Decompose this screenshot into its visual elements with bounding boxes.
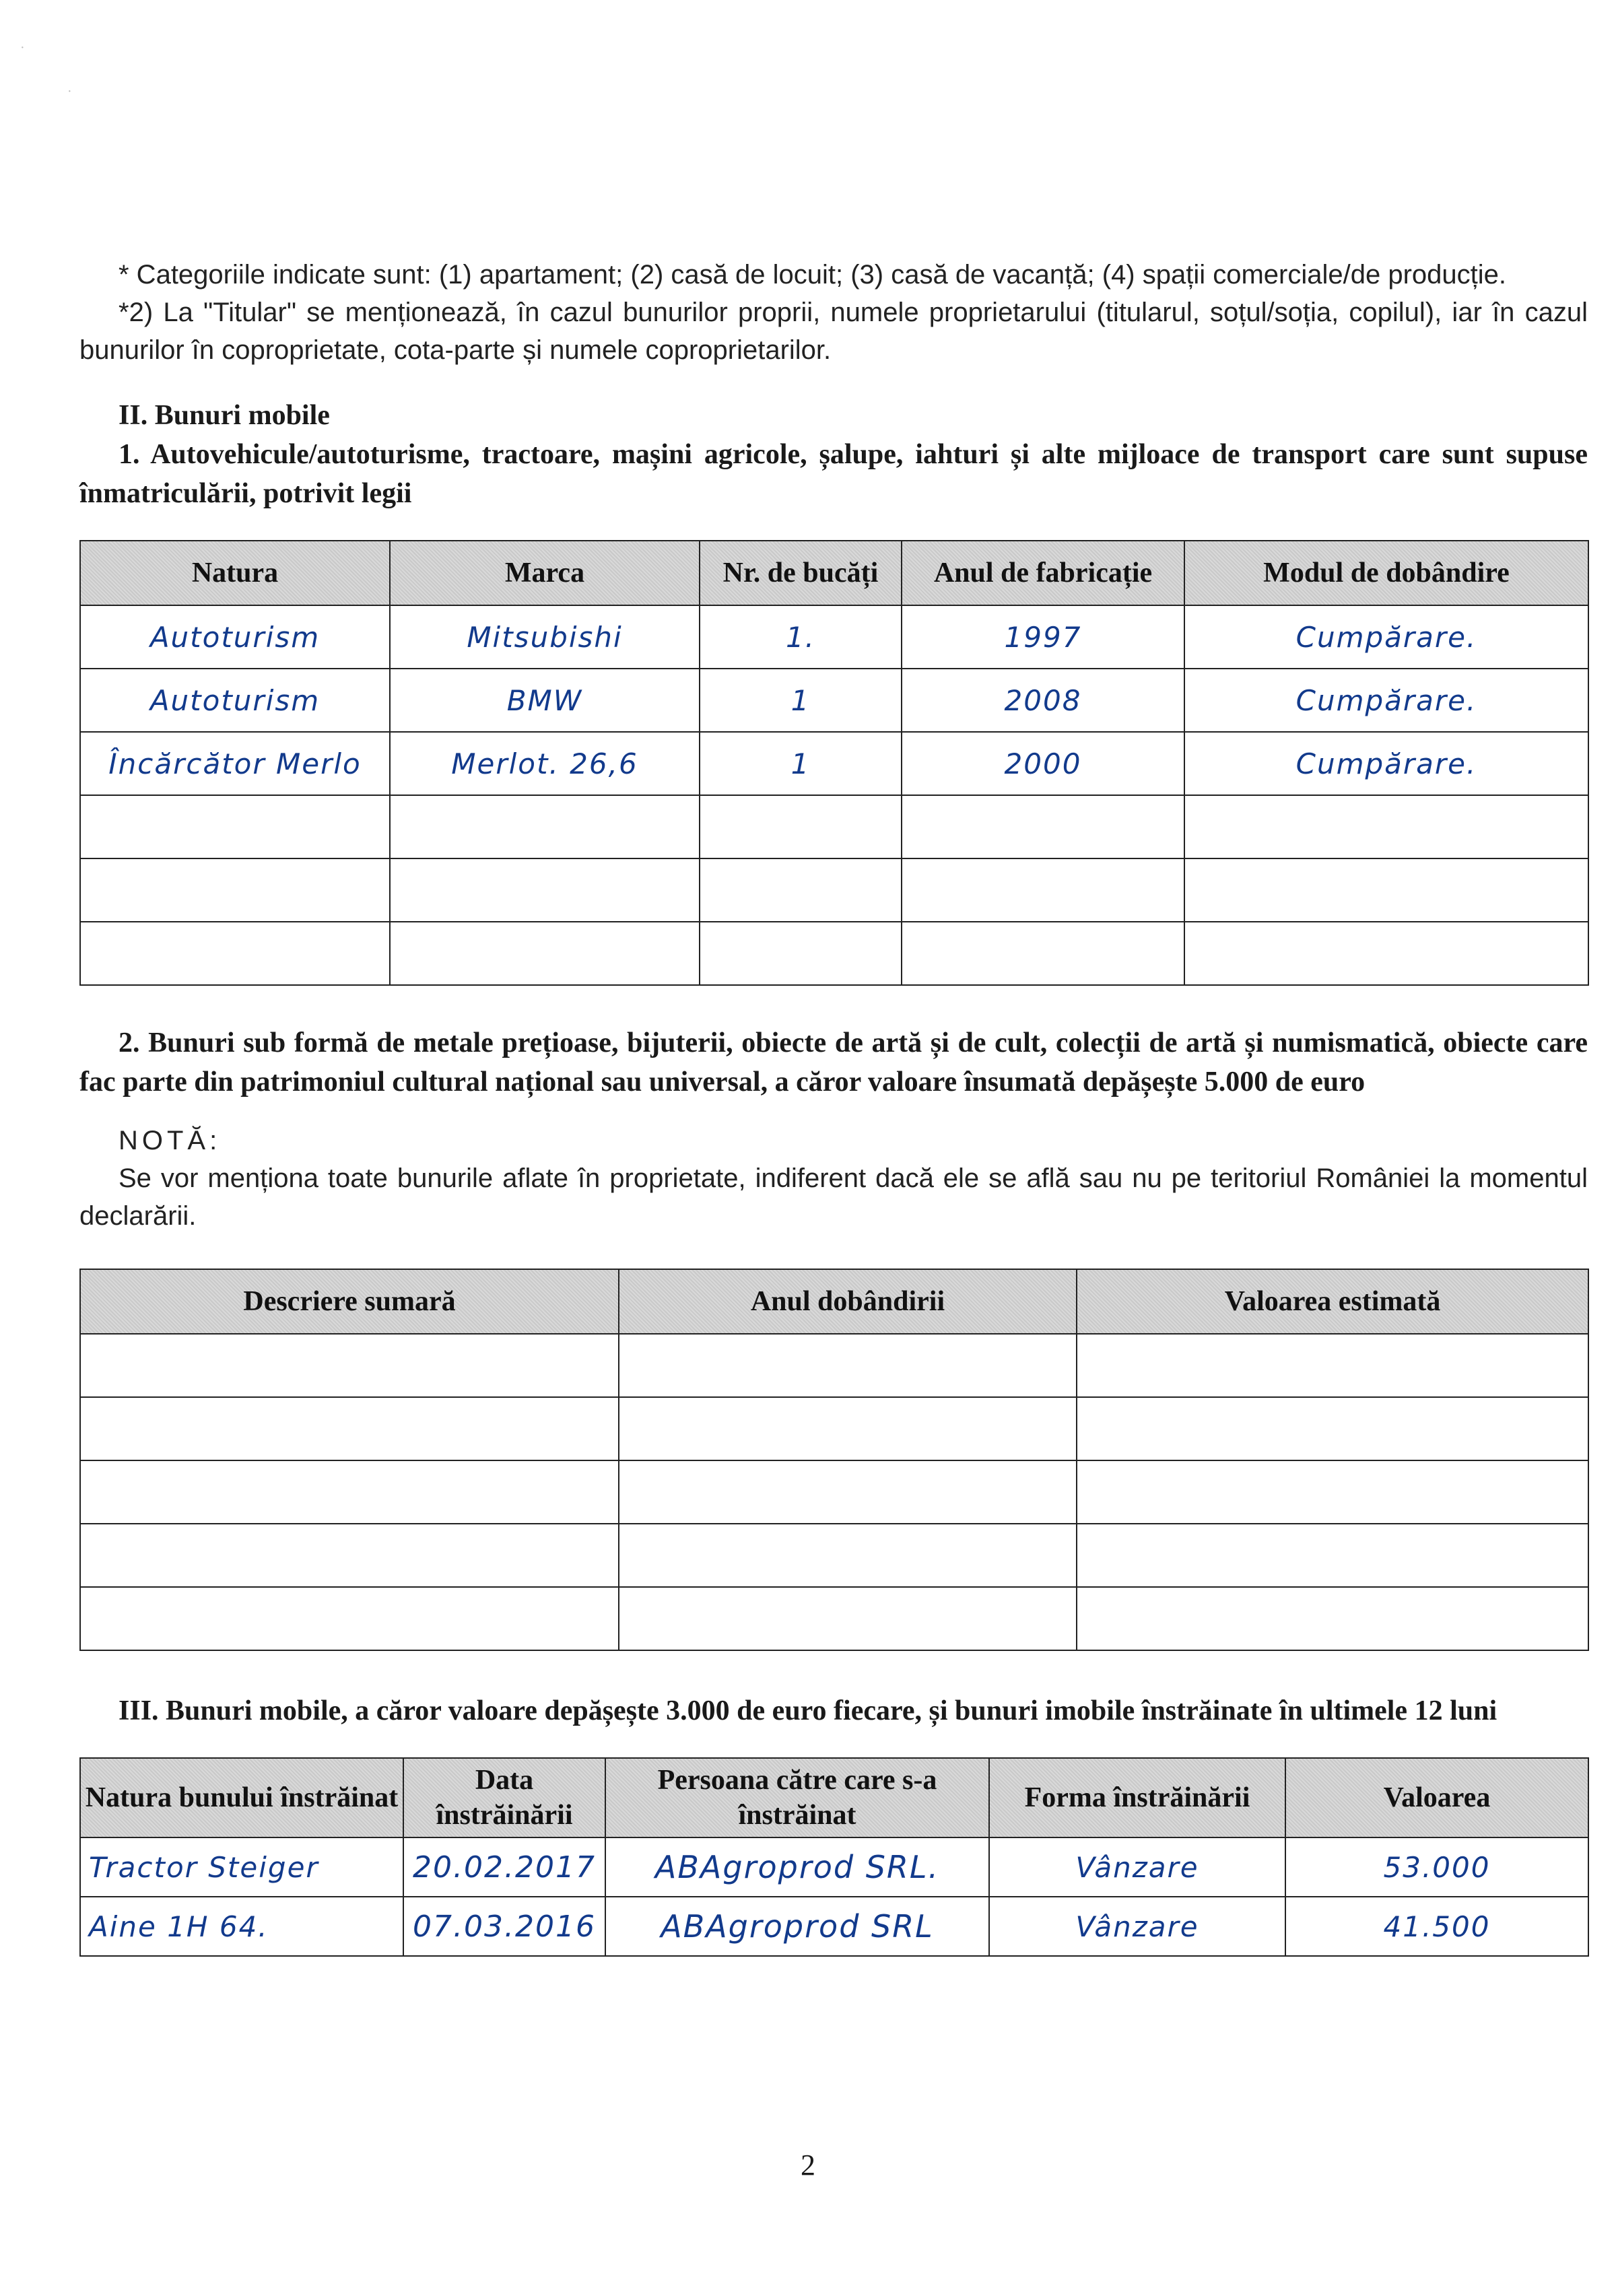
document-page <box>79 256 1588 1957</box>
section-mobile-goods <box>79 396 1588 513</box>
nota-text: Se vor menționa toate bunurile aflate în proprietate, indiferent dacă ele se află sau nu pe teritoriul României la momentul declarării. <box>79 1163 1588 1231</box>
section-alienated-goods <box>79 1691 1588 1730</box>
cell-valoarea: 53.000 <box>1285 1837 1588 1897</box>
header-persoana: Persoana către care s-a înstrăinat <box>605 1758 989 1837</box>
header-natura-bunului: Natura bunului înstrăinat <box>80 1758 403 1837</box>
subsection-valuables <box>79 1023 1588 1102</box>
cell-persoana: ABAgroprod SRL. <box>605 1837 989 1897</box>
header-anul-fabricatie: Anul de fabricație <box>902 541 1184 605</box>
cell-modul: Cumpărare. <box>1184 732 1588 795</box>
scan-speck: · <box>67 84 72 99</box>
header-valoarea: Valoarea <box>1285 1758 1588 1837</box>
alienated-table-header <box>80 1758 1588 1837</box>
cell-natura-bunului: Tractor Steiger <box>80 1837 403 1897</box>
cell-modul: Cumpărare. <box>1184 605 1588 669</box>
table-row <box>80 1897 1588 1956</box>
cell-anul: 1997 <box>902 605 1184 669</box>
empty-row <box>80 1397 1588 1460</box>
header-anul-dobandirii: Anul dobândirii <box>619 1269 1077 1334</box>
empty-row <box>80 1587 1588 1650</box>
footnotes <box>79 256 1588 369</box>
cell-natura: Încărcător Merlo <box>80 732 390 795</box>
header-forma-instrainarii: Forma înstrăinării <box>989 1758 1285 1837</box>
cell-nr-bucati: 1. <box>700 605 902 669</box>
table-row <box>80 732 1588 795</box>
page-number: 2 <box>801 2149 815 2182</box>
cell-modul: Cumpărare. <box>1184 669 1588 732</box>
nota-block <box>79 1122 1588 1235</box>
cell-data: 07.03.2016 <box>403 1897 605 1956</box>
cell-marca: Merlot. 26,6 <box>390 732 700 795</box>
scan-speck: · <box>20 40 25 55</box>
header-descriere: Descriere sumară <box>80 1269 619 1334</box>
header-nr-bucati: Nr. de bucăți <box>700 541 902 605</box>
footnote-titular: *2) La "Titular" se menționează, în cazul bunurilor proprii, numele proprietarului (titularul, soțul/soția, copilul), iar în cazul bunurilor în coproprietate, cota-parte și numele coproprietarilor. <box>79 298 1588 365</box>
alienated-goods-table <box>79 1757 1589 1957</box>
cell-anul: 2000 <box>902 732 1184 795</box>
header-valoarea-estimata: Valoarea estimată <box>1077 1269 1588 1334</box>
cell-persoana: ABAgroprod SRL <box>605 1897 989 1956</box>
table-row <box>80 1837 1588 1897</box>
cell-valoarea: 41.500 <box>1285 1897 1588 1956</box>
nota-title: NOTĂ: <box>119 1126 222 1155</box>
cell-forma: Vânzare <box>989 1897 1285 1956</box>
cell-nr-bucati: 1 <box>700 669 902 732</box>
valuables-table <box>79 1269 1589 1651</box>
empty-row <box>80 1460 1588 1524</box>
cell-data: 20.02.2017 <box>403 1837 605 1897</box>
table-row <box>80 605 1588 669</box>
cell-nr-bucati: 1 <box>700 732 902 795</box>
subsection-vehicles-heading: 1. Autovehicule/autoturisme, tractoare, mașini agricole, șalupe, iahturi și alte mijloace de transport care sunt supuse înmatriculării, potrivit legii <box>79 439 1588 509</box>
vehicles-table <box>79 540 1589 986</box>
vehicles-table-header <box>80 541 1588 605</box>
header-modul-dobandire: Modul de dobândire <box>1184 541 1588 605</box>
cell-natura: Autoturism <box>80 669 390 732</box>
valuables-table-header <box>80 1269 1588 1334</box>
cell-anul: 2008 <box>902 669 1184 732</box>
section-ii-heading: II. Bunuri mobile <box>119 400 330 431</box>
section-iii-heading: III. Bunuri mobile, a căror valoare depășește 3.000 de euro fiecare, și bunuri imobile înstrăinate în ultimele 12 luni <box>119 1695 1497 1726</box>
cell-marca: BMW <box>390 669 700 732</box>
empty-row <box>80 1334 1588 1397</box>
header-marca: Marca <box>390 541 700 605</box>
header-natura: Natura <box>80 541 390 605</box>
table-row <box>80 669 1588 732</box>
cell-forma: Vânzare <box>989 1837 1285 1897</box>
subsection-valuables-heading: 2. Bunuri sub formă de metale prețioase, bijuterii, obiecte de artă și de cult, colecții de artă și numismatică, obiecte care fac parte din patrimoniul cultural național sau universal, a căror valoare însumată depășește 5.000 de euro <box>79 1027 1588 1098</box>
empty-row <box>80 1524 1588 1587</box>
cell-natura-bunului: Aine 1H 64. <box>80 1897 403 1956</box>
cell-marca: Mitsubishi <box>390 605 700 669</box>
empty-row <box>80 795 1588 858</box>
empty-row <box>80 922 1588 985</box>
cell-natura: Autoturism <box>80 605 390 669</box>
empty-row <box>80 858 1588 922</box>
footnote-categories: * Categoriile indicate sunt: (1) apartament; (2) casă de locuit; (3) casă de vacanță; (4) spații comerciale/de producție. <box>119 260 1507 290</box>
header-data-instrainarii: Data înstrăinării <box>403 1758 605 1837</box>
